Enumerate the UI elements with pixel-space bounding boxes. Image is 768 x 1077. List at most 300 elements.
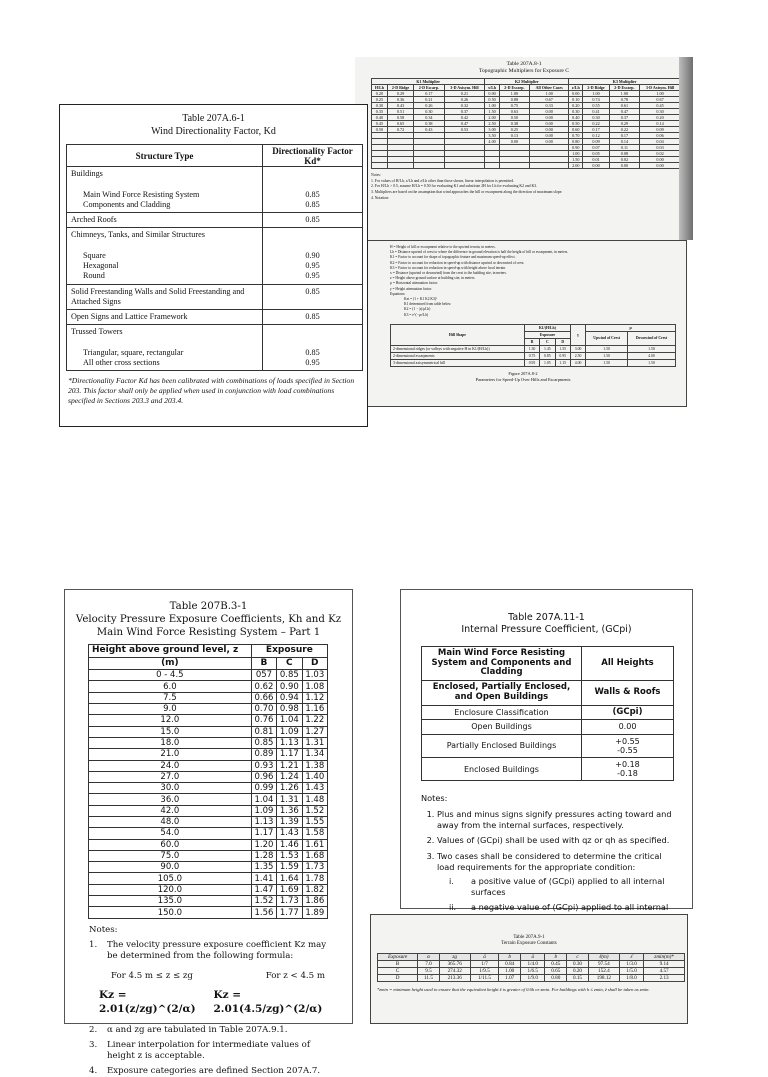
height-cell: 24.0: [89, 760, 252, 771]
topographic-col-header: 2-D Escarp.: [499, 84, 529, 90]
terrain-cell: 213.36: [439, 974, 470, 981]
height-cell: 75.0: [89, 850, 252, 861]
velocity-row: [89, 816, 328, 827]
speedup-value-cell: 1.05: [540, 359, 555, 366]
gcpi-header: (GCpi): [582, 705, 674, 720]
velocity-row: [89, 737, 328, 748]
wind-row: [67, 310, 363, 325]
exposure-b-col: B: [251, 657, 276, 669]
topographic-title: [355, 61, 693, 75]
internal-pressure-notes: [421, 793, 676, 923]
topographic-cell: 0.00: [530, 138, 569, 144]
topographic-cell: 2.00: [569, 162, 583, 168]
kz-cell: 1.40: [302, 771, 327, 782]
vp-range-2: For z < 4.5 m: [265, 971, 325, 982]
topographic-note-2: 2. For H/Lh > 0.5, assume H/Lh = 0.50 for evaluating K1 and substitute 2H for Lh for evaluating K2 and K3.: [371, 184, 538, 189]
topographic-cell: 1.00: [499, 90, 529, 96]
wind-table-number: Table 207A.6-1: [182, 113, 245, 124]
speedup-value-cell: 1.50: [586, 359, 628, 366]
kz-cell: 1.31: [302, 737, 327, 748]
topographic-cell: 0.09: [640, 126, 681, 132]
topographic-col-header: 3-D Axisym. Hill: [640, 84, 681, 90]
speedup-value-cell: 0.75: [524, 352, 539, 359]
kz-cell: 1.17: [251, 828, 276, 839]
structure-subtype: Square: [83, 250, 106, 260]
directionality-factor-cell: [263, 167, 363, 213]
velocity-row: [89, 749, 328, 760]
speedup-value-cell: 0.85: [540, 352, 555, 359]
speedup-equations-label: Equations:: [390, 291, 406, 296]
terrain-constants-card: [370, 914, 688, 1024]
topographic-cell: 0.04: [640, 138, 681, 144]
velocity-table-caption: Velocity Pressure Exposure Coefficients, Kh and Kz: [75, 613, 342, 625]
structure-heading: Arched Roofs: [71, 215, 117, 224]
structure-subtype: Main Wind Force Resisting System: [83, 189, 200, 199]
height-unit-header: (m): [89, 657, 252, 669]
kz-cell: 1.12: [302, 692, 327, 703]
terrain-cell: D: [378, 974, 418, 981]
kz-cell: 0.98: [277, 704, 302, 715]
enclosure-type-cell: Open Buildings: [422, 720, 582, 734]
terrain-cell: 0.84: [499, 960, 521, 967]
exposure-b-header: B: [524, 338, 539, 345]
terrain-col-header: zmin(m)*: [644, 953, 685, 960]
speedup-value-cell: 1.55: [555, 345, 570, 352]
speedup-value-cell: 1.15: [555, 359, 570, 366]
kz-cell: 1.31: [277, 794, 302, 805]
topographic-note-1: 1. For values of H/Lh, x/Lh and z/Lh other than those shown, linear interpolation is permitted.: [371, 178, 515, 183]
terrain-cell: 1/11.5: [470, 974, 499, 981]
kz-cell: 1.73: [277, 896, 302, 907]
speedup-definition: Lh = Distance upwind of crest to where the difference in ground elevation is half the height of hill or escarpment, in meters.: [390, 250, 569, 255]
speedup-equation: K3 = e^(−γz/Lh): [404, 312, 429, 317]
hill-shape-cell: 2-dimensional escarpments: [391, 352, 525, 359]
gcpi-value: +0.55: [615, 736, 640, 746]
topographic-notes: [371, 173, 671, 201]
wind-row: [67, 325, 363, 371]
internal-pressure-title: [401, 612, 692, 636]
speedup-row: [391, 345, 676, 352]
height-cell: 12.0: [89, 715, 252, 726]
topographic-cell: 0.36: [387, 96, 413, 102]
speedup-definition: x = Distance (upwind or downwind) from the crest to the building site, in meters.: [390, 271, 507, 276]
topographic-cell: 0.61: [609, 102, 639, 108]
topographic-cell: 0.00: [530, 126, 569, 132]
velocity-row: [89, 805, 328, 816]
topographic-cell: 0.30: [372, 102, 388, 108]
factor-spacer: [267, 179, 358, 189]
structure-heading: Chimneys, Tanks, and Similar Structures: [71, 230, 205, 240]
factor-value: 0.90: [305, 250, 320, 260]
terrain-row: [378, 967, 685, 974]
wind-directionality-footnote: *Directionality Factor Kd has been calibrated with combinations of loads specified in Section 203. This factor shall only be applied when used in conjunction with load combinations specified in Sections 203.3 and 203.4.: [68, 376, 355, 405]
topographic-cell: 0.65: [387, 120, 413, 126]
wind-directionality-body: [67, 167, 363, 371]
structure-type-cell: [67, 325, 263, 371]
directionality-factor-cell: [263, 325, 363, 371]
enclosure-header: Enclosed, Partially Enclosed, and Open Buildings: [422, 681, 582, 706]
topographic-cell: 0.30: [640, 108, 681, 114]
kz-cell: 0.85: [251, 737, 276, 748]
topographic-cell: [530, 162, 569, 168]
terrain-cell: 198.12: [588, 974, 619, 981]
topographic-cell: [372, 162, 388, 168]
kz-cell: 1.53: [277, 850, 302, 861]
height-cell: 36.0: [89, 794, 252, 805]
kz-cell: 057: [251, 670, 276, 681]
internal-pressure-table: [421, 646, 674, 782]
vp-note-4: 4. Exposure categories are defined Section 207A.7.: [89, 1066, 321, 1077]
topographic-cell: 0.30: [583, 114, 609, 120]
kz-cell: 1.69: [277, 884, 302, 895]
terrain-col-header: ā: [521, 953, 545, 960]
vp-ranges: [111, 971, 325, 982]
terrain-table-caption: Terrain Exposure Constants: [501, 941, 557, 947]
topographic-cell: 0.17: [609, 132, 639, 138]
hill-shape-header: Hill Shape: [391, 324, 525, 345]
speedup-figure-caption: [360, 371, 686, 384]
topographic-cell: 0.07: [583, 144, 609, 150]
speedup-value-cell: 1.30: [524, 345, 539, 352]
factor-value: 0.85: [305, 286, 320, 296]
terrain-col-header: α: [418, 953, 439, 960]
k1-ratio-header: K1/(H/Lh): [524, 324, 570, 331]
topographic-cell: 0.12: [583, 132, 609, 138]
directionality-factor-cell: [263, 310, 363, 325]
directionality-factor-cell: [263, 284, 363, 310]
velocity-row: [89, 681, 328, 692]
enclosure-type-cell: Partially Enclosed Buildings: [422, 734, 582, 757]
topographic-cell: 0.21: [414, 96, 444, 102]
topographic-cell: 0.72: [387, 126, 413, 132]
terrain-col-header: zg: [439, 953, 470, 960]
factor-spacer: [267, 230, 358, 240]
topographic-cell: 3.50: [485, 132, 499, 138]
velocity-pressure-title: [65, 601, 352, 639]
velocity-pressure-body: [89, 670, 328, 919]
terrain-cell: 1/7: [470, 960, 499, 967]
speedup-definition: H = Height of hill or escarpment relative to the upwind terrain, in meters.: [390, 245, 496, 249]
structure-heading: Solid Freestanding Walls and Solid Freestanding and Attached Signs: [71, 286, 245, 306]
k2-group-header: K2 Multiplier: [485, 78, 569, 84]
terrain-cell: 7.0: [418, 960, 439, 967]
speedup-value-cell: 2.50: [570, 352, 585, 359]
velocity-row: [89, 783, 328, 794]
topographic-cell: 0.14: [609, 138, 639, 144]
kz-cell: 1.64: [277, 873, 302, 884]
vp-notes-label: Notes:: [89, 924, 118, 935]
velocity-pressure-notes: [89, 925, 339, 1077]
topographic-cell: 0.37: [609, 114, 639, 120]
factor-value: 0.85: [305, 312, 320, 321]
topographic-note-3: 3. Multipliers are based on the assumption that wind approaches the hill or escarpment along the direction of maximum slope.: [371, 190, 563, 195]
vp-note-2: 2. α and zg are tabulated in Table 207A.9.1.: [89, 1024, 288, 1035]
internal-pressure-card: [400, 589, 693, 912]
terrain-cell: 97.54: [588, 960, 619, 967]
ip-sub-note: [449, 876, 676, 897]
kz-cell: 0.96: [251, 771, 276, 782]
internal-pressure-body: [422, 720, 674, 781]
terrain-cell: 0.65: [545, 967, 567, 974]
height-cell: 150.0: [89, 907, 252, 918]
height-cell: 135.0: [89, 896, 252, 907]
terrain-table-number: Table 207A.9-1: [513, 935, 545, 940]
factor-spacer: [267, 169, 358, 179]
kz-cell: 1.55: [302, 816, 327, 827]
topographic-cell: 0.75: [499, 102, 529, 108]
structure-subtype: Round: [83, 271, 105, 281]
gamma-header: γ: [570, 324, 585, 345]
vp-note-2-text: α and zg are tabulated in Table 207A.9.1.: [107, 1024, 288, 1035]
terrain-cell: 0.15: [567, 974, 589, 981]
speedup-value-cell: 1.50: [586, 345, 628, 352]
speedup-row: [391, 352, 676, 359]
kz-cell: 1.46: [277, 839, 302, 850]
velocity-row: [89, 873, 328, 884]
terrain-cell: 274.32: [439, 967, 470, 974]
speedup-value-cell: 1.45: [540, 345, 555, 352]
ip-notes-label: Notes:: [421, 793, 448, 804]
kz-cell: 1.89: [302, 907, 327, 918]
wind-directionality-table: [66, 144, 363, 371]
terrain-col-header: ℓ(m): [588, 953, 619, 960]
vp-formula-2: Kz = 2.01(4.5/zg)^(2/α): [213, 989, 323, 1015]
structure-subtype: Triangular, square, rectangular: [83, 347, 184, 357]
vp-note-4-text: Exposure categories are defined Section 207A.7.: [107, 1066, 321, 1077]
mwfrs-header: Main Wind Force Resisting System and Components and Cladding: [422, 646, 582, 680]
topographic-cell: 0.67: [530, 96, 569, 102]
velocity-row: [89, 828, 328, 839]
k3-group-header: K3 Multiplier: [569, 78, 681, 84]
kz-cell: 0.94: [277, 692, 302, 703]
kz-cell: 1.61: [302, 839, 327, 850]
terrain-cell: 0.30: [567, 960, 589, 967]
height-cell: 30.0: [89, 783, 252, 794]
structure-subtype: All other cross sections: [83, 358, 160, 367]
topographic-cell: 0.50: [499, 114, 529, 120]
speedup-value-cell: 0.95: [524, 359, 539, 366]
vp-formulas: [99, 989, 339, 1016]
figure-caption: Parameters for Speed-Up Over Hills and Escarpments: [475, 377, 571, 383]
topographic-cell: 0.14: [640, 120, 681, 126]
kz-cell: 1.59: [277, 862, 302, 873]
internal-table-number: Table 207A.11-1: [508, 612, 585, 623]
terrain-row: [378, 960, 685, 967]
topographic-cell: 0.17: [414, 90, 444, 96]
topographic-cell: 1.00: [530, 90, 569, 96]
height-cell: 42.0: [89, 805, 252, 816]
speedup-value-cell: 4.00: [570, 359, 585, 366]
terrain-footnote: *zmin = minimum height used to ensure that the equivalent height z̄ is greater of 0.6h or zmin. For buildings with h ≤ zmin, z̄ shall be taken as zmin.: [377, 986, 650, 992]
speedup-value-cell: 1.50: [628, 345, 676, 352]
kz-cell: 0.70: [251, 704, 276, 715]
topographic-cell: 0.00: [583, 162, 609, 168]
kz-cell: 1.52: [302, 805, 327, 816]
terrain-cell: 152.4: [588, 967, 619, 974]
gcpi-value-cell: [582, 734, 674, 757]
ip-sub-note-text: a positive value of (GCpi) applied to all internal surfaces: [471, 876, 665, 897]
kz-cell: 1.21: [277, 760, 302, 771]
topographic-cell: 0.00: [499, 138, 529, 144]
gcpi-value: 0.00: [618, 722, 637, 732]
kz-cell: 1.09: [277, 726, 302, 737]
terrain-col-header: b̂: [499, 953, 521, 960]
exposure-c-col: C: [277, 657, 302, 669]
enclosure-type-cell: Enclosed Buildings: [422, 757, 582, 780]
topographic-multipliers-card: [355, 57, 693, 240]
speedup-definition: z = Height above ground surface at building site, in meters.: [390, 276, 476, 281]
topographic-col-header: x/Lh: [485, 84, 499, 90]
topographic-cell: 2.00: [485, 114, 499, 120]
topographic-cell: 0.80: [569, 138, 583, 144]
kz-cell: 1.43: [277, 828, 302, 839]
topographic-cell: 0.51: [387, 108, 413, 114]
height-header-text: Height above ground level, z: [92, 645, 239, 656]
terrain-cell: C: [378, 967, 418, 974]
kz-cell: 0.85: [277, 670, 302, 681]
kz-cell: 0.90: [277, 681, 302, 692]
terrain-cell: 1/9.0: [521, 974, 545, 981]
topographic-cell: 0.33: [530, 102, 569, 108]
structure-spacer: [71, 241, 258, 251]
topographic-cell: 0.58: [387, 114, 413, 120]
figure-number: Figure 207A.8-2: [508, 370, 538, 376]
velocity-row: [89, 839, 328, 850]
speedup-definition: K3 = Factor to account for reduction in speed-up with height above local terrain.: [390, 265, 506, 270]
height-cell: 0 - 4.5: [89, 670, 252, 681]
downwind-header: Downwind of Crest: [628, 331, 676, 345]
topographic-cell: 0.35: [372, 108, 388, 114]
height-header: [89, 645, 252, 657]
topographic-cell: 0.02: [640, 150, 681, 156]
terrain-cell: 4.57: [644, 967, 685, 974]
topographic-table-number: Table 207A.8-1: [506, 61, 542, 67]
structure-type-cell: [67, 310, 263, 325]
height-cell: 9.0: [89, 704, 252, 715]
speedup-definition: γ = Height attenuation factor.: [390, 286, 433, 291]
structure-spacer: [71, 179, 258, 189]
kz-cell: 1.36: [277, 805, 302, 816]
terrain-col-header: b̄: [545, 953, 567, 960]
internal-pressure-row: [422, 734, 674, 757]
upwind-header: Upwind of Crest: [586, 331, 628, 345]
topographic-cell: 0.45: [640, 102, 681, 108]
topographic-col-header: 2-D Ridge: [387, 84, 413, 90]
ip-note-2: 2. Values of (GCpi) shall be used with qz or qh as specified.: [437, 835, 676, 846]
topographic-cell: 0.74: [583, 96, 609, 102]
topographic-cell: 0.34: [414, 114, 444, 120]
topographic-cell: 0.20: [569, 102, 583, 108]
velocity-table-number: Table 207B.3-1: [169, 601, 248, 612]
vp-note-1: 1. The velocity pressure exposure coefficient Kz may be determined from the following formula:: [89, 940, 339, 962]
topographic-cell: 0.26: [444, 96, 485, 102]
topographic-body: [372, 90, 681, 168]
gcpi-value: -0.18: [617, 769, 638, 779]
k1-group-header: K1 Multiplier: [372, 78, 485, 84]
exposure-header: Exposure: [524, 331, 570, 338]
topographic-cell: 1.00: [583, 90, 609, 96]
vp-formula-1: Kz = 2.01(z/zg)^(2/α): [99, 989, 196, 1015]
kz-cell: 0.93: [251, 760, 276, 771]
internal-pressure-row: [422, 757, 674, 780]
gcpi-value-cell: [582, 757, 674, 780]
directionality-factor-cell: [263, 213, 363, 228]
topographic-col-header: z/Lh: [569, 84, 583, 90]
topographic-cell: [444, 162, 485, 168]
topographic-cell: 1.50: [569, 156, 583, 162]
velocity-row: [89, 692, 328, 703]
kz-cell: 1.22: [302, 715, 327, 726]
speedup-body: [391, 345, 676, 366]
speedup-value-cell: 1.50: [586, 352, 628, 359]
topographic-col-header: All Other Cases: [530, 84, 569, 90]
structure-type-cell: [67, 213, 263, 228]
topographic-cell: 0.03: [640, 144, 681, 150]
terrain-cell: 1/4.0: [521, 960, 545, 967]
speedup-definition: K2 = Factor to account for reduction in speed-up with distance upwind or downwind of crest.: [390, 260, 525, 265]
velocity-table-subcaption: Main Wind Force Resisting System – Part 1: [96, 626, 321, 638]
topographic-cell: 0.22: [583, 120, 609, 126]
kz-cell: 1.26: [277, 783, 302, 794]
velocity-row: [89, 884, 328, 895]
directionality-factor-header: Directionality Factor Kd*: [263, 145, 363, 167]
topographic-cell: 0.37: [444, 108, 485, 114]
velocity-row: [89, 704, 328, 715]
topographic-cell: 0.47: [609, 108, 639, 114]
factor-spacer: [267, 241, 358, 251]
kz-cell: 1.13: [277, 737, 302, 748]
topographic-cell: 0.20: [372, 90, 388, 96]
ip-note-1: 1. Plus and minus signs signify pressures acting toward and away from the internal surfaces, respectively.: [437, 809, 676, 830]
kz-cell: 0.62: [251, 681, 276, 692]
topographic-cell: 1.00: [569, 150, 583, 156]
height-cell: 21.0: [89, 749, 252, 760]
topographic-cell: 0.78: [609, 96, 639, 102]
exposure-group-header: Exposure: [251, 645, 327, 657]
kz-cell: 1.82: [302, 884, 327, 895]
topographic-cell: 0.60: [569, 126, 583, 132]
speedup-value-cell: 4.00: [628, 352, 676, 359]
topographic-cell: 0.00: [530, 108, 569, 114]
topographic-cell: [485, 162, 499, 168]
kz-cell: 0.99: [251, 783, 276, 794]
kz-cell: 1.41: [251, 873, 276, 884]
topographic-cell: 0.00: [530, 132, 569, 138]
topographic-cell: 0.30: [414, 108, 444, 114]
kz-cell: 1.09: [251, 805, 276, 816]
terrain-col-header: c: [567, 953, 589, 960]
height-cell: 7.5: [89, 692, 252, 703]
wind-directionality-title: [60, 113, 367, 138]
kz-cell: 1.56: [251, 907, 276, 918]
kz-cell: 1.52: [251, 896, 276, 907]
kz-cell: 1.38: [302, 760, 327, 771]
topographic-cell: 0.00: [530, 114, 569, 120]
factor-value: 0.95: [305, 261, 320, 270]
speedup-table: [390, 324, 676, 367]
structure-heading: Open Signs and Lattice Framework: [71, 312, 188, 321]
topographic-cell: 0.00: [640, 162, 681, 168]
topographic-cell: 0.21: [444, 90, 485, 96]
topographic-col-header: 3-D Axisym. Hill: [444, 84, 485, 90]
structure-heading: Trussed Towers: [71, 327, 123, 337]
height-cell: 18.0: [89, 737, 252, 748]
ip-sub-note-num: ii.: [449, 901, 457, 912]
topographic-cell: 0.26: [414, 102, 444, 108]
topographic-cell: 0.53: [444, 126, 485, 132]
structure-heading: Buildings: [71, 169, 103, 178]
walls-roofs-header: Walls & Roofs: [582, 681, 674, 706]
